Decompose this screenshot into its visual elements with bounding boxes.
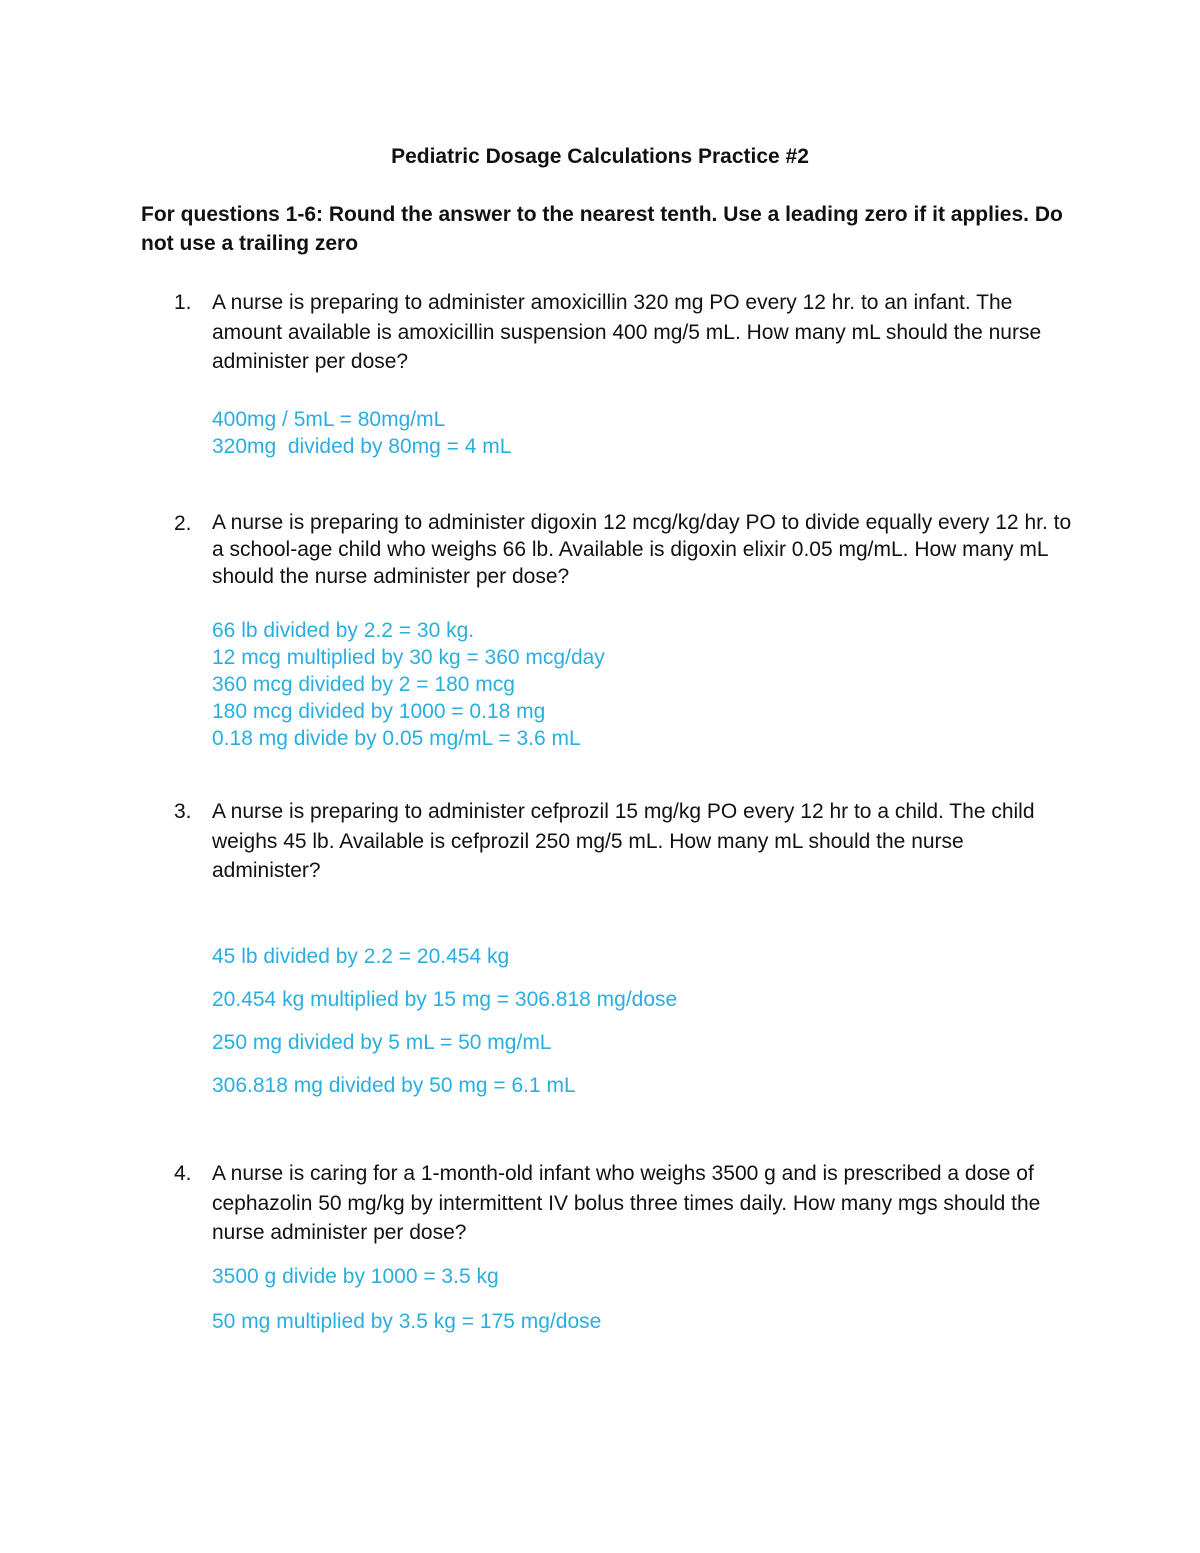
answer-line: 0.18 mg divide by 0.05 mg/mL = 3.6 mL bbox=[212, 727, 581, 750]
answer-line: 320mg divided by 80mg = 4 mL bbox=[212, 435, 512, 458]
answer-line: 20.454 kg multiplied by 15 mg = 306.818 mg/dose bbox=[212, 988, 678, 1011]
answer-line: 360 mcg divided by 2 = 180 mcg bbox=[212, 673, 515, 696]
answer-block bbox=[212, 617, 1072, 752]
answer-line: 180 mcg divided by 1000 = 0.18 mg bbox=[212, 700, 546, 723]
question-text: A nurse is preparing to administer digoxin 12 mcg/kg/day PO to divide equally every 12 hr. to a school-age child who weighs 66 lb. Available is digoxin elixir 0.05 mg/mL. How many mL should the nurse administer per dose? bbox=[212, 511, 1072, 588]
answer-line: 400mg / 5mL = 80mg/mL bbox=[212, 408, 446, 431]
instructions: For questions 1-6: Round the answer to the nearest tenth. Use a leading zero if it applies. Do not use a trailing zero bbox=[141, 203, 1063, 255]
answer-line: 45 lb divided by 2.2 = 20.454 kg bbox=[212, 945, 510, 968]
answer-line: 66 lb divided by 2.2 = 30 kg. bbox=[212, 619, 475, 642]
answer-line: 250 mg divided by 5 mL = 50 mg/mL bbox=[212, 1031, 552, 1054]
answer-block bbox=[212, 406, 1072, 460]
answer-line: 3500 g divide by 1000 = 3.5 kg bbox=[212, 1265, 499, 1288]
question-text: A nurse is preparing to administer amoxicillin 320 mg PO every 12 hr. to an infant. The amount available is amoxicillin suspension 400 mg/5 mL. How many mL should the nurse administer per dose? bbox=[212, 291, 1042, 373]
answer-block bbox=[212, 943, 1072, 1115]
question-number: 3. bbox=[174, 800, 192, 823]
question-number: 2. bbox=[174, 512, 192, 535]
question-number: 4. bbox=[174, 1162, 192, 1185]
question-text: A nurse is caring for a 1-month-old infant who weighs 3500 g and is prescribed a dose of cephazolin 50 mg/kg by intermittent IV bolus three times daily. How many mgs should the nurse administer per dose? bbox=[212, 1162, 1041, 1244]
answer-line: 306.818 mg divided by 50 mg = 6.1 mL bbox=[212, 1074, 576, 1097]
answer-line: 12 mcg multiplied by 30 kg = 360 mcg/day bbox=[212, 646, 605, 669]
answer-line: 50 mg multiplied by 3.5 kg = 175 mg/dose bbox=[212, 1310, 602, 1333]
question-text: A nurse is preparing to administer cefprozil 15 mg/kg PO every 12 hr to a child. The child weighs 45 lb. Available is cefprozil 250 mg/5 mL. How many mL should the nurse administer? bbox=[212, 800, 1035, 882]
answer-block bbox=[212, 1263, 1072, 1353]
question-number: 1. bbox=[174, 291, 192, 314]
page-title: Pediatric Dosage Calculations Practice #2 bbox=[391, 145, 809, 168]
